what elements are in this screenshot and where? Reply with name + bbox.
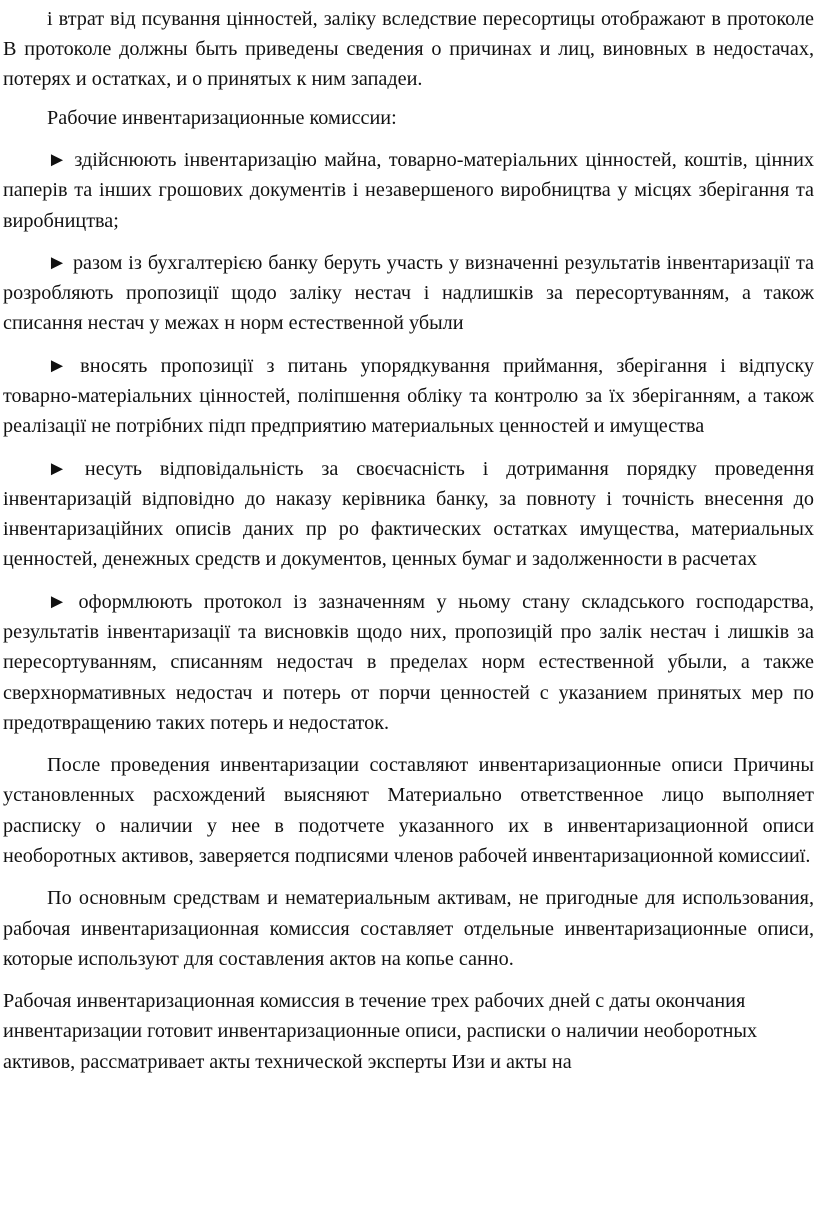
paragraph-working-commission: Рабочая инвентаризационная комиссия в течение трех рабочих дней с даты окончания инвентаризации готовит инвентаризационные описи, расписки о наличии необоротных активов, рассматривает акты технической эксперты Изи и акты на (3, 990, 758, 1073)
paragraph-after-inventory: После проведения инвентаризации составляют инвентаризационные описи Причины установленных расхождений выясняют Материально ответственное лицо выполняет расписку о наличии у нее в подотчете указанного их в инвентаризационной описи необоротных активов, заверяется подписями членов рабочей инвентаризационной комиссииї. (3, 754, 814, 867)
list-item-proposals: ► вносять пропозиції з питань упорядкування приймання, зберігання і відпуску товарно-матеріальних цінностей, поліпшення обліку та контролю за їх зберіганням, а також реалізації не потрібних підп предприятию материальных ценностей и имущества (3, 354, 814, 438)
list-item-responsibility: ► несуть відповідальність за своєчасність і дотримання порядку проведення інвентаризацій відповідно до наказу керівника банку, за повноту і точність внесення до інвентаризаційних описів даних пр ро фактических остатках имущества, материальных ценностей, денежных средств и документов, ценных бумаг и задолженности в расчетах (3, 457, 814, 571)
list-item-inventory-execution: ► здійснюють інвентаризацію майна, товарно-матеріальних цінностей, коштів, цінних паперів та інших грошових документів і незавершеного виробництва у місцях зберігання та виробництва; (3, 149, 814, 232)
list-item-results-participation: ► разом із бухгалтерією банку беруть участь у визначенні результатів інвентаризації та розробляють пропозиції щодо заліку нестач і надлишків за пересортуванням, а також списання нестач у межах н норм естественной убыли (3, 252, 814, 335)
paragraph-losses-protocol: і втрат від псування цінностей, заліку вследствие пересортицы отображают в протоколе В протоколе должны быть приведены сведения о причинах и лиц, виновных в недостачах, потерях и остатках, и о принятых к ним западеи. (3, 8, 814, 91)
paragraph-fixed-assets: По основным средствам и нематериальным активам, не пригодные для использования, рабочая инвентаризационная комиссия составляет отдельные инвентаризационные описи, которые используют для составления актов на копье санно. (3, 887, 814, 970)
paragraph-commissions-heading: Рабочие инвентаризационные комиссии: (47, 106, 397, 129)
list-item-protocol-drafting: ► оформлюють протокол із зазначенням у ньому стану складського господарства, результатів інвентаризації та висновків щодо них, пропозицій про залік нестач і лишків за пересортуванням, списанням недостач в пределах норм естественной убыли, а также сверхнормативных недостач и потерь от порчи ценностей с указанием принятых мер по предотвращению таких потерь и недостаток. (3, 590, 814, 734)
